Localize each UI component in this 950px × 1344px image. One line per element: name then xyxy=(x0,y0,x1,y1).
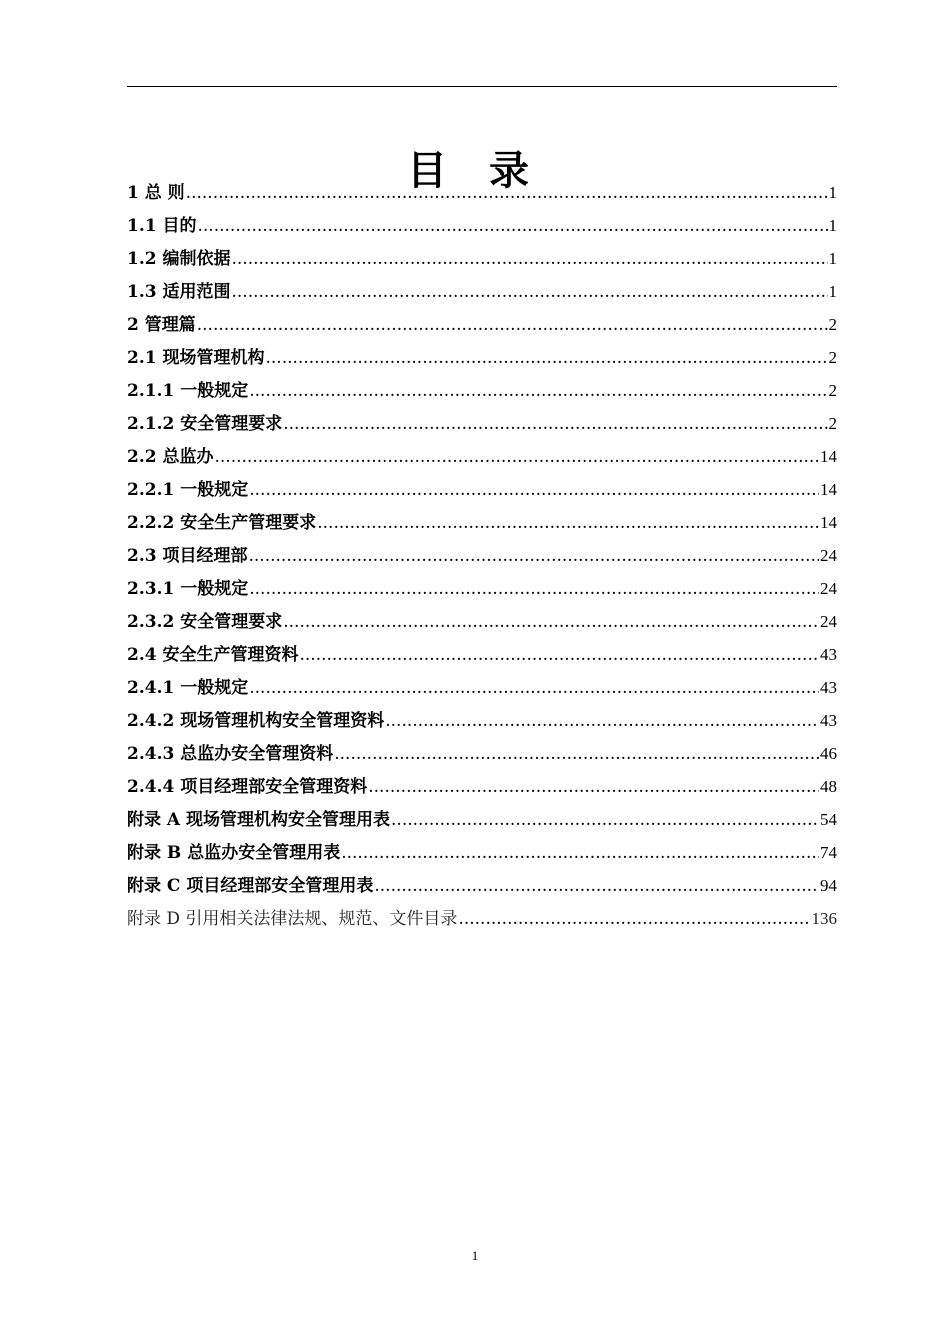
toc-entry[interactable] xyxy=(127,407,837,440)
dot-leader xyxy=(391,804,819,837)
toc-entry-label: 2.4.2 现场管理机构安全管理资料 xyxy=(127,711,385,731)
dot-leader xyxy=(232,276,828,309)
dot-leader xyxy=(283,408,827,441)
toc-entry[interactable] xyxy=(127,704,837,737)
dot-leader xyxy=(334,738,819,771)
dot-leader xyxy=(283,606,819,639)
toc-entry-label: 2 管理篇 xyxy=(127,315,196,335)
toc-entry-label: 附录 A 现场管理机构安全管理用表 xyxy=(127,810,391,830)
dot-leader xyxy=(341,837,819,870)
toc-entry-label: 2.3 项目经理部 xyxy=(127,546,248,566)
toc-entry-page: 24 xyxy=(820,579,837,598)
toc-entry[interactable] xyxy=(127,473,837,506)
toc-entry-page: 14 xyxy=(820,480,837,499)
toc-entry-page: 1 xyxy=(828,183,837,202)
toc-entry-page: 54 xyxy=(820,810,837,829)
toc-entry-label: 2.4.3 总监办安全管理资料 xyxy=(127,744,334,764)
toc-entry[interactable] xyxy=(127,242,837,275)
toc-entry-page: 2 xyxy=(828,414,837,433)
toc-entry[interactable] xyxy=(127,308,837,341)
dot-leader xyxy=(249,540,820,573)
toc-entry-label: 2.4.4 项目经理部安全管理资料 xyxy=(127,777,368,797)
toc-entry[interactable] xyxy=(127,176,837,209)
toc-entry-page: 1 xyxy=(828,249,837,268)
toc-entry-page: 14 xyxy=(820,447,837,466)
toc-entry[interactable] xyxy=(127,539,837,572)
toc-entry-label: 2.4.1 一般规定 xyxy=(127,678,249,698)
toc-entry-page: 2 xyxy=(828,315,837,334)
dot-leader xyxy=(368,771,819,804)
toc-entry[interactable] xyxy=(127,770,837,803)
toc-entry-label: 1 总 则 xyxy=(127,183,185,203)
toc-entry-label: 附录 B 总监办安全管理用表 xyxy=(127,843,341,863)
toc-entry[interactable] xyxy=(127,902,837,935)
toc-entry-label: 2.1.2 安全管理要求 xyxy=(127,414,283,434)
toc-entry[interactable] xyxy=(127,737,837,770)
toc-entry-page: 1 xyxy=(828,216,837,235)
toc-entry-label: 2.2.1 一般规定 xyxy=(127,480,249,500)
toc-entry[interactable] xyxy=(127,341,837,374)
toc-entry-page: 136 xyxy=(811,909,837,928)
dot-leader xyxy=(374,870,819,903)
toc-entry-label: 附录 C 项目经理部安全管理用表 xyxy=(127,876,374,896)
dot-leader xyxy=(249,375,827,408)
toc-entry-page: 1 xyxy=(828,282,837,301)
toc-entry-label: 2.3.2 安全管理要求 xyxy=(127,612,283,632)
toc-entry-label: 2.2 总监办 xyxy=(127,447,214,467)
toc-entry-label: 2.3.1 一般规定 xyxy=(127,579,249,599)
dot-leader xyxy=(197,309,828,342)
toc-entry[interactable] xyxy=(127,605,837,638)
toc-entry[interactable] xyxy=(127,638,837,671)
toc-entry-page: 2 xyxy=(828,381,837,400)
dot-leader xyxy=(215,441,820,474)
toc-entry-page: 43 xyxy=(820,645,837,664)
page-title: 目 录 xyxy=(407,146,543,194)
toc-entry-page: 94 xyxy=(820,876,837,895)
dot-leader xyxy=(186,177,828,210)
dot-leader xyxy=(232,243,828,276)
dot-leader xyxy=(198,210,828,243)
toc-entry-label: 1.3 适用范围 xyxy=(127,282,231,302)
toc-entry[interactable] xyxy=(127,506,837,539)
toc-entry[interactable] xyxy=(127,374,837,407)
toc-entry-page: 14 xyxy=(820,513,837,532)
toc-entry[interactable] xyxy=(127,275,837,308)
toc-entry-page: 43 xyxy=(820,678,837,697)
toc-entry[interactable] xyxy=(127,671,837,704)
toc-entry-page: 46 xyxy=(820,744,837,763)
dot-leader xyxy=(266,342,828,375)
dot-leader xyxy=(458,903,810,936)
toc-entry-page: 2 xyxy=(828,348,837,367)
toc-list xyxy=(127,176,837,935)
toc-entry-page: 48 xyxy=(820,777,837,796)
toc-entry[interactable] xyxy=(127,836,837,869)
dot-leader xyxy=(300,639,820,672)
dot-leader xyxy=(249,474,819,507)
toc-entry-label: 1.1 目的 xyxy=(127,216,197,236)
toc-entry[interactable] xyxy=(127,440,837,473)
toc-entry-label: 附录 D 引用相关法律法规、规范、文件目录 xyxy=(127,909,458,929)
dot-leader xyxy=(385,705,819,738)
toc-entry-label: 2.4 安全生产管理资料 xyxy=(127,645,299,665)
toc-entry[interactable] xyxy=(127,572,837,605)
toc-entry-label: 2.2.2 安全生产管理要求 xyxy=(127,513,317,533)
toc-entry[interactable] xyxy=(127,869,837,902)
header-rule xyxy=(127,86,837,87)
dot-leader xyxy=(317,507,819,540)
toc-entry-label: 2.1 现场管理机构 xyxy=(127,348,265,368)
toc-entry[interactable] xyxy=(127,209,837,242)
toc-entry-page: 74 xyxy=(820,843,837,862)
page-number: 1 xyxy=(471,1248,479,1263)
toc-entry-page: 43 xyxy=(820,711,837,730)
dot-leader xyxy=(249,672,819,705)
toc-entry[interactable] xyxy=(127,803,837,836)
toc-entry-page: 24 xyxy=(820,612,837,631)
toc-entry-page: 24 xyxy=(820,546,837,565)
toc-entry-label: 1.2 编制依据 xyxy=(127,249,231,269)
dot-leader xyxy=(249,573,819,606)
toc-entry-label: 2.1.1 一般规定 xyxy=(127,381,249,401)
